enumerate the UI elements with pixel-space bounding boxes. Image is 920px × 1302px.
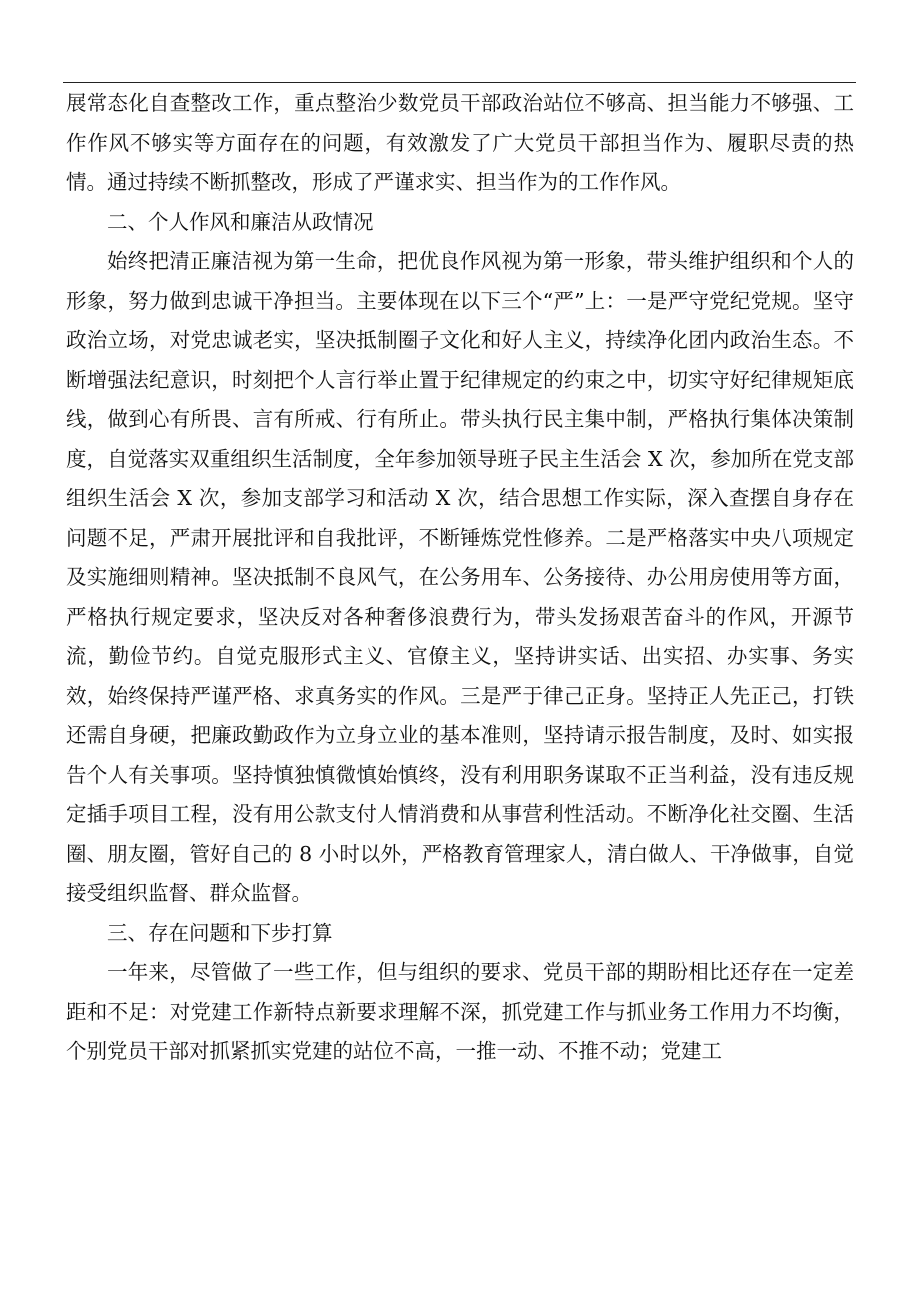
paragraph-problems: 一年来，尽管做了一些工作，但与组织的要求、党员干部的期盼相比还存在一定差距和不足：对党建工作新特点新要求理解不深，抓党建工作与抓业务工作用力不均衡，个别党员干部对抓紧抓实党建的站位不高，一推一动、不推不动；党建工 [66, 960, 854, 1063]
paragraph-continuation: 展常态化自查整改工作，重点整治少数党员干部政治站位不够高、担当能力不够强、工作作风不够实等方面存在的问题，有效激发了广大党员干部担当作为、履职尽责的热情。通过持续不断抓整改，形成了严谨求实、担当作为的工作作风。 [66, 91, 854, 194]
section-heading-2: 二、个人作风和廉洁从政情况 [107, 209, 374, 234]
paragraph-integrity: 始终把清正廉洁视为第一生命，把优良作风视为第一形象，带头维护组织和个人的形象，努力做到忠诚干净担当。主要体现在以下三个“严”上：一是严守党纪党规。坚守政治立场，对党忠诚老实，坚决抵制圈子文化和好人主义，持续净化团内政治生态。不断增强法纪意识，时刻把个人言行举止置于纪律规定的约束之中，切实守好纪律规矩底线，做到心有所畏、言有所戒、行有所止。带头执行民主集中制，严格执行集体决策制度，自觉落实双重组织生活制度，全年参加领导班子民主生活会 X 次，参加所在党支部组织生活会 X 次，参加支部学习和活动 X 次，结合思想工作实际，深入查摆自身存在问题不足，严肃开展批评和自我批评，不断锤炼党性修养。二是严格落实中央八项规定及实施细则精神。坚决抵制不良风气，在公务用车、公务接待、办公用房使用等方面，严格执行规定要求，坚决反对各种奢侈浪费行为，带头发扬艰苦奋斗的作风，开源节流，勤俭节约。自觉克服形式主义、官僚主义，坚持讲实话、出实招、办实事、务实效，始终保持严谨严格、求真务实的作风。三是严于律己正身。坚持正人先正己，打铁还需自身硬，把廉政勤政作为立身立业的基本准则，坚持请示报告制度，及时、如实报告个人有关事项。坚持慎独慎微慎始慎终，没有利用职务谋取不正当利益，没有违反规定插手项目工程，没有用公款支付人情消费和从事营利性活动。不断净化社交圈、生活圈、朋友圈，管好自己的 8 小时以外，严格教育管理家人，清白做人、干净做事，自觉接受组织监督、群众监督。 [66, 249, 854, 905]
header-rule [63, 82, 856, 83]
document-body [66, 84, 854, 1072]
section-heading-3: 三、存在问题和下步打算 [107, 920, 333, 945]
